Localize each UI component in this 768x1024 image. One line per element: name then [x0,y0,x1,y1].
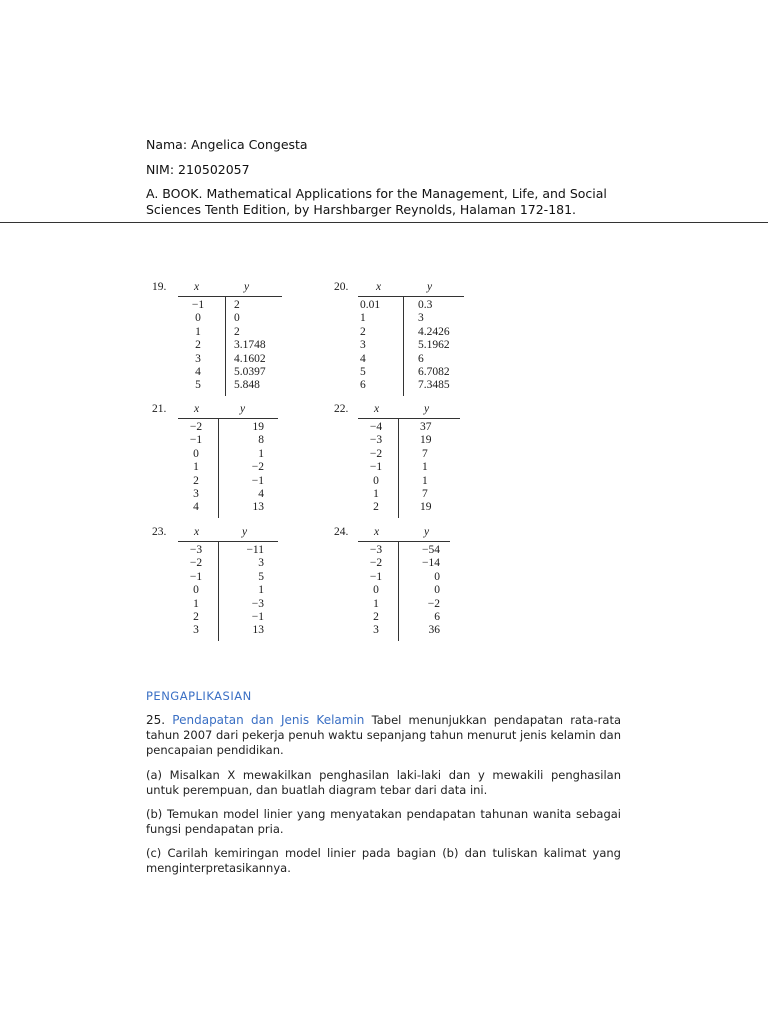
y-value: 6.7082 [418,365,450,378]
y-value: 5 [258,570,264,583]
exercise-number: 22. [334,403,349,415]
table-row [358,557,450,570]
y-value: 2 [234,299,240,311]
column-header-y: y [242,526,248,538]
header-rule [178,541,278,542]
table-row [178,611,278,624]
problem-lead: Pendapatan dan Jenis Kelamin [172,713,365,727]
x-value: 1 [360,312,366,325]
table-row [360,312,464,325]
table-row [360,299,464,312]
table-row [178,544,278,557]
y-value: 8 [258,434,264,447]
x-value: 4 [193,501,199,514]
exercise-table-22 [334,403,464,521]
y-value: 0 [234,312,240,325]
y-value: 5.0397 [234,365,266,378]
y-value: 7 [422,487,428,500]
x-value: −1 [189,434,203,447]
table-row [178,339,282,352]
student-nim: NIM: 210502057 [146,162,250,177]
x-value: 0 [373,584,379,597]
table-row [178,366,282,379]
y-value: 2 [234,325,240,338]
column-header-y: y [240,403,246,415]
x-value: 6 [360,379,366,392]
table-row [178,461,278,474]
problem-part-c: (c) Carilah kemiringan model linier pada bagian (b) dan tuliskan kalimat yang menginterpretasikannya. [146,846,621,875]
y-value: 1 [422,474,428,487]
x-value: 3 [193,487,199,500]
column-header-x: x [194,526,200,538]
y-value: 0 [434,584,440,597]
x-value: 0.01 [360,299,381,311]
table-row [358,584,450,597]
table-row [178,584,278,597]
y-value: 3 [418,312,424,325]
y-value: 7 [422,447,428,460]
y-value: 36 [428,624,440,637]
x-value: 0 [373,474,379,487]
exercise-number: 19. [152,281,167,293]
table-row [178,379,282,392]
y-value: 13 [252,624,264,637]
table-row [178,475,278,488]
x-value: 2 [360,325,366,338]
table-row [360,353,464,366]
table-row [178,571,278,584]
table-row [178,557,278,570]
table-row [358,421,460,434]
y-value: −2 [427,597,440,610]
x-value: −2 [189,421,203,433]
y-value: 5.1962 [418,339,450,352]
exercise-table-19 [152,281,284,399]
y-value: 37 [420,421,432,433]
exercise-number: 21. [152,403,167,415]
table-row [358,475,460,488]
x-value: −1 [191,299,205,311]
column-header-x: x [194,281,200,293]
table-row [358,544,450,557]
table-row [178,312,282,325]
x-value: 2 [193,474,199,487]
column-header-y: y [427,281,433,293]
x-value: 3 [360,339,366,352]
y-value: −14 [422,557,440,570]
x-value: 1 [373,487,379,500]
exercise-table-24 [334,526,454,644]
header-rule [178,418,278,419]
y-value: 19 [420,434,432,447]
table-row [358,461,460,474]
column-header-x: x [374,403,380,415]
y-value: −3 [251,597,264,610]
table-row [178,299,282,312]
x-value: 4 [195,365,201,378]
column-header-y: y [424,403,430,415]
table-row [360,366,464,379]
x-value: −2 [369,557,383,570]
y-value: 4 [258,487,264,500]
student-name: Nama: Angelica Congesta [146,137,308,152]
y-value: 13 [252,501,264,514]
x-value: 3 [193,624,199,637]
problem-part-b: (b) Temukan model linier yang menyatakan pendapatan tahunan wanita sebagai fungsi pendapatan pria. [146,807,621,836]
exercise-table-20 [334,281,466,399]
column-header-y: y [244,281,250,293]
table-row [178,421,278,434]
x-value: 1 [193,597,199,610]
y-value: −1 [251,610,264,623]
header-rule [358,296,464,297]
column-header-x: x [376,281,382,293]
table-row [178,326,282,339]
x-value: 2 [195,339,201,352]
table-row [358,624,450,637]
y-value: −11 [246,544,264,556]
y-value: −2 [251,461,264,474]
exercise-number: 20. [334,281,349,293]
header-divider [0,222,768,223]
exercise-table-23 [152,526,282,644]
x-value: 3 [373,624,379,637]
y-value: 0.3 [418,299,433,311]
problem-intro [146,713,621,758]
x-value: −1 [369,570,383,583]
table-row [178,448,278,461]
x-value: −4 [369,421,383,433]
book-reference: A. BOOK. Mathematical Applications for the Management, Life, and Social Sciences Tenth Edition, by Harshbarger Reynolds, Halaman 172-181. [146,186,607,217]
exercise-table-21 [152,403,282,521]
y-value: 6 [434,610,440,623]
table-row [178,624,278,637]
y-value: 7.3485 [418,379,450,392]
header-rule [178,296,282,297]
x-value: −3 [369,544,383,556]
y-value: 4.1602 [234,352,266,365]
header-rule [358,418,460,419]
table-row [178,434,278,447]
x-value: 3 [195,352,201,365]
exercise-number: 24. [334,526,349,538]
column-header-y: y [424,526,430,538]
x-value: −3 [189,544,203,556]
x-value: 4 [360,352,366,365]
x-value: 1 [373,597,379,610]
table-row [178,501,278,514]
x-value: 1 [193,461,199,474]
table-row [178,488,278,501]
x-value: −1 [369,461,383,474]
x-value: 5 [360,365,366,378]
problem-number: 25. [146,713,166,727]
section-title: PENGAPLIKASIAN [146,689,252,703]
table-row [358,571,450,584]
column-header-x: x [194,403,200,415]
x-value: 0 [193,447,199,460]
table-row [358,501,460,514]
x-value: −3 [369,434,383,447]
x-value: 1 [195,325,201,338]
exercise-number: 23. [152,526,167,538]
table-row [358,434,460,447]
y-value: 19 [252,421,264,433]
y-value: −54 [422,544,440,556]
x-value: 0 [193,584,199,597]
table-row [178,353,282,366]
y-value: 3 [258,557,264,570]
y-value: −1 [251,474,264,487]
x-value: 0 [195,312,201,325]
header-rule [358,541,450,542]
x-value: −2 [369,447,383,460]
y-value: 0 [434,570,440,583]
problem-part-a: (a) Misalkan X mewakilkan penghasilan laki-laki dan y mewakili penghasilan untuk perempuan, dan buatlah diagram tebar dari data ini. [146,768,621,797]
x-value: −1 [189,570,203,583]
x-value: −2 [189,557,203,570]
x-value: 5 [195,379,201,392]
table-row [358,598,450,611]
table-row [358,488,460,501]
table-row [358,611,450,624]
table-row [178,598,278,611]
y-value: 1 [422,461,428,474]
y-value: 19 [420,501,432,514]
table-row [358,448,460,461]
x-value: 2 [193,610,199,623]
table-row [360,326,464,339]
y-value: 5.848 [234,379,260,392]
table-row [360,379,464,392]
y-value: 4.2426 [418,325,450,338]
y-value: 1 [258,584,264,597]
x-value: 2 [373,501,379,514]
table-row [360,339,464,352]
y-value: 6 [418,352,424,365]
y-value: 3.1748 [234,339,266,352]
problem-intro-text: Tabel menunjukkan pendapatan rata-rata tahun 2007 dari pekerja penuh waktu sepanjang tahun menurut jenis kelamin dan pencapaian pendidikan. [146,713,622,757]
y-value: 1 [258,447,264,460]
x-value: 2 [373,610,379,623]
column-header-x: x [374,526,380,538]
